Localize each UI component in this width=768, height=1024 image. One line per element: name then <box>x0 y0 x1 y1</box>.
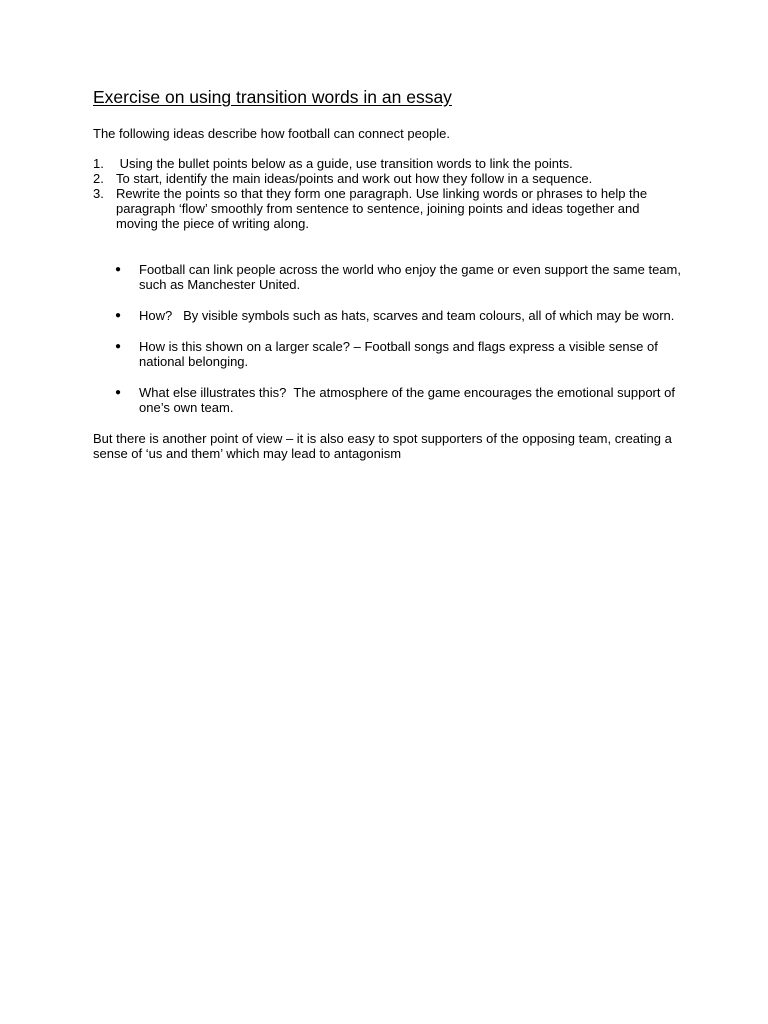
step-text: Using the bullet points below as a guide, use transition words to link the points. <box>116 156 573 171</box>
steps-list <box>93 156 683 231</box>
bullet-text: What else illustrates this? The atmosphere of the game encourages the emotional support of one’s own team. <box>139 385 679 415</box>
bullet-list <box>93 262 683 415</box>
intro-text: The following ideas describe how football can connect people. <box>93 126 451 141</box>
step-number: 3. <box>93 186 104 201</box>
bullet-item <box>93 339 683 369</box>
step-item <box>93 171 683 186</box>
step-text: Rewrite the points so that they form one paragraph. Use linking words or phrases to help the paragraph ‘flow’ smoothly from sentence to sentence, joining points and ideas together and moving the piece of writing along. <box>116 186 648 231</box>
bullet-icon: ● <box>115 264 122 275</box>
step-item <box>93 156 683 171</box>
bullet-text: Football can link people across the world who enjoy the game or even support the same team, such as Manchester United. <box>139 262 681 292</box>
step-text: To start, identify the main ideas/points and work out how they follow in a sequence. <box>116 171 593 186</box>
closing-text: But there is another point of view – it is also easy to spot supporters of the opposing team, creating a sense of ‘us and them’ which may lead to antagonism <box>93 431 672 461</box>
bullet-icon: ● <box>115 310 122 321</box>
bullet-icon: ● <box>115 341 122 352</box>
bullet-item <box>93 308 683 323</box>
bullet-text: How is this shown on a larger scale? – Football songs and flags express a visible sense of national belonging. <box>139 339 658 369</box>
bullet-item <box>93 262 683 292</box>
document-page <box>93 86 683 461</box>
bullet-text: How? By visible symbols such as hats, scarves and team colours, all of which may be worn. <box>139 308 675 323</box>
step-item <box>93 186 683 231</box>
bullet-icon: ● <box>115 387 122 398</box>
step-number: 1. <box>93 156 104 171</box>
step-number: 2. <box>93 171 104 186</box>
bullet-item <box>93 385 683 415</box>
document-title: Exercise on using transition words in an essay <box>93 87 452 107</box>
